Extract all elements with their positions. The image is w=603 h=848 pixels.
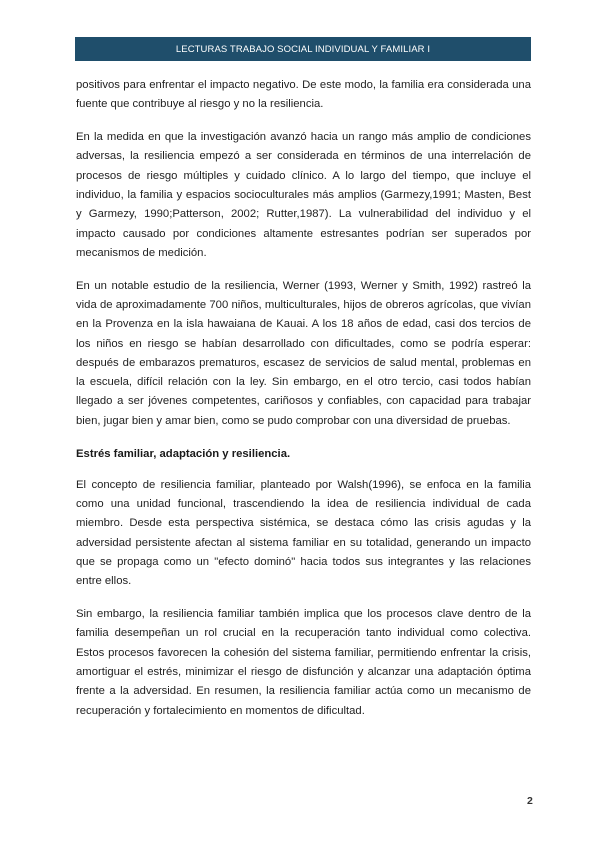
paragraph: Sin embargo, la resiliencia familiar también implica que los procesos clave dentro de la familia desempeñan un rol crucial en la recuperación tanto individual como colectiva. Estos procesos favorecen la cohesión del sistema familiar, permitiendo enfrentar la crisis, amortiguar el estrés, minimizar el riesgo de disfunción y alcanzar una adaptación óptima frente a la adversidad. En resumen, la resiliencia familiar actúa como un mecanismo de recuperación y fortalecimiento en momentos de dificultad. — [76, 608, 531, 717]
page-header-band — [75, 37, 531, 61]
paragraph: El concepto de resiliencia familiar, planteado por Walsh(1996), se enfoca en la familia como una unidad funcional, trascendiendo la idea de resiliencia individual de cada miembro. Desde esta perspectiva sistémica, se destaca cómo las crisis agudas y la adversidad persistente afectan al sistema familiar en su totalidad, generando un impacto que se propaga como un "efecto dominó" hacia todos sus integrantes y las relaciones entre ellos. — [76, 478, 531, 588]
paragraph: En la medida en que la investigación avanzó hacia un rango más amplio de condiciones adversas, la resiliencia empezó a ser considerada en términos de una interrelación de procesos de riesgo múltiples y cuidado clínico. A lo largo del tiempo, que incluye el individuo, la familia y espacios socioculturales más amplios (Garmezy,1991; Masten, Best y Garmezy, 1990;Patterson, 2002; Rutter,1987). La vulnerabilidad del individuo y el impacto causado por condiciones altamente estresantes podrían ser superados por mecanismos de medición. — [76, 131, 531, 259]
document-body — [76, 76, 531, 734]
page-number: 2 — [527, 795, 533, 807]
running-header-title: LECTURAS TRABAJO SOCIAL INDIVIDUAL Y FAMILIAR I — [175, 43, 431, 55]
section-heading: Estrés familiar, adaptación y resiliencia. — [76, 447, 291, 460]
paragraph: positivos para enfrentar el impacto negativo. De este modo, la familia era considerada una fuente que contribuye al riesgo y no la resiliencia. — [76, 79, 531, 111]
paragraph: En un notable estudio de la resiliencia, Werner (1993, Werner y Smith, 1992) rastreó la vida de aproximadamente 700 niños, multiculturales, hijos de obreros agrícolas, que vivían en la Provenza en la isla hawaiana de Kauai. A los 18 años de edad, casi dos tercios de los niños en riesgo se habían desarrollado con dificultades, como se podría esperar: después de embarazos prematuros, escasez de servicios de salud mental, problemas en la escuela, difícil relación con la ley. Sin embargo, en el otro tercio, casi todos habían llegado a ser jóvenes competentes, cariñosos y confiables, con capacidad para trabajar bien, jugar bien y amar bien, como se pudo comprobar con una diversidad de pruebas. — [76, 279, 531, 427]
